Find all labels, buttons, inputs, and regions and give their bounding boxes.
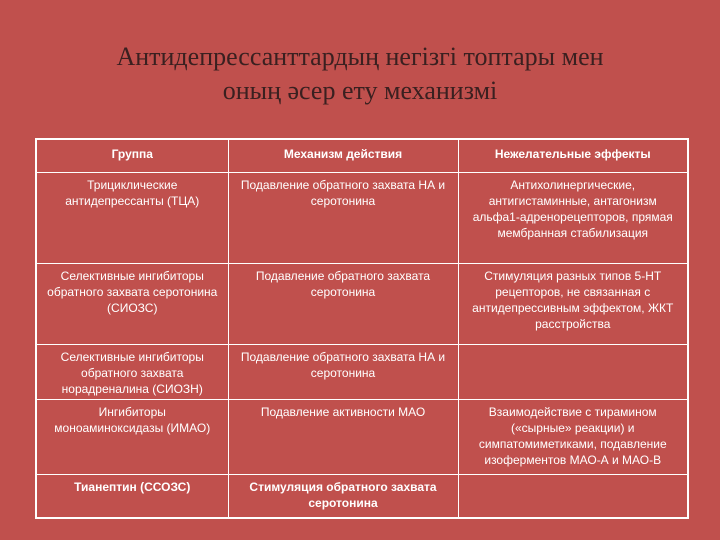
cell-group: Селективные ингибиторы обратного захвата норадреналина (СИОЗН) <box>36 345 228 400</box>
cell-group: Ингибиторы моноаминоксидазы (ИМАО) <box>36 400 228 475</box>
cell-effects <box>458 345 688 400</box>
cell-mechanism: Подавление обратного захвата НА и серотонина <box>228 173 458 264</box>
cell-group: Тианептин (ССОЗС) <box>36 475 228 519</box>
table-row <box>36 400 688 475</box>
cell-group: Трициклические антидепрессанты (ТЦА) <box>36 173 228 264</box>
slide-title-line-2: оның әсер ету механизмі <box>222 76 498 105</box>
cell-mechanism: Подавление обратного захвата серотонина <box>228 264 458 345</box>
slide-title-line-1: Антидепрессанттардың негізгі топтары мен <box>116 42 604 71</box>
cell-mechanism: Подавление активности МАО <box>228 400 458 475</box>
table-row <box>36 173 688 264</box>
header-effects: Нежелательные эффекты <box>458 139 688 173</box>
table-row <box>36 345 688 400</box>
cell-effects: Взаимодействие с тирамином («сырные» реакции) и симпатомиметиками, подавление изоферментов МАО-А и МАО-В <box>458 400 688 475</box>
cell-mechanism: Подавление обратного захвата НА и серотонина <box>228 345 458 400</box>
table-row <box>36 475 688 519</box>
cell-effects: Антихолинергические, антигистаминные, антагонизм альфа1-адренорецепторов, прямая мембранная стабилизация <box>458 173 688 264</box>
antidepressant-table <box>35 138 689 519</box>
cell-mechanism: Стимуляция обратного захвата серотонина <box>228 475 458 519</box>
cell-effects <box>458 475 688 519</box>
table-header-row <box>36 139 688 173</box>
header-group: Группа <box>36 139 228 173</box>
cell-group: Селективные ингибиторы обратного захвата серотонина (СИОЗС) <box>36 264 228 345</box>
cell-effects: Стимуляция разных типов 5-НТ рецепторов, не связанная с антидепрессивным эффектом, ЖКТ расстройства <box>458 264 688 345</box>
slide-title <box>0 40 720 108</box>
table-row <box>36 264 688 345</box>
header-mechanism: Механизм действия <box>228 139 458 173</box>
